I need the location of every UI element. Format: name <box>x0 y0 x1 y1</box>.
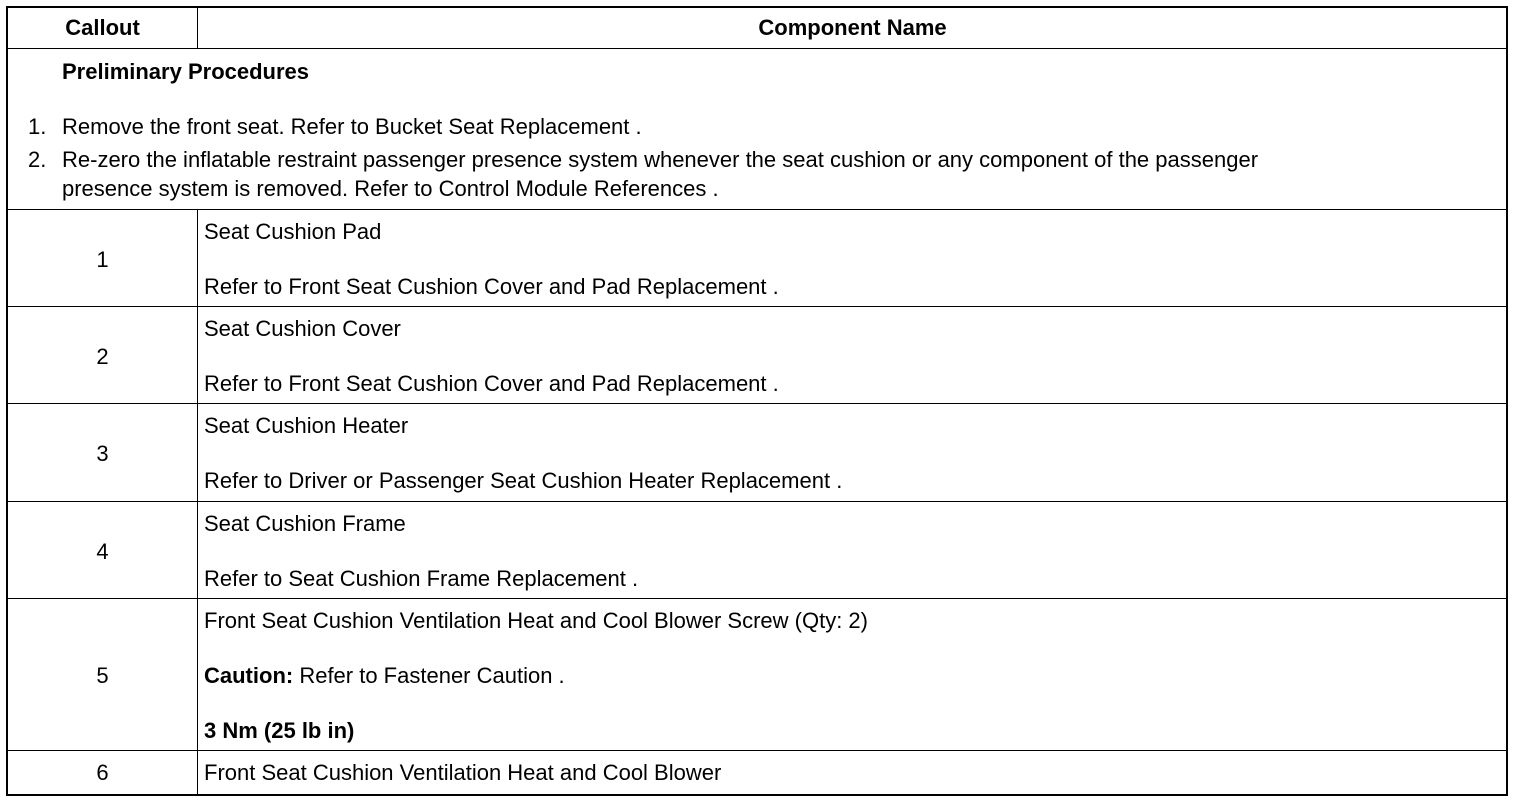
caution-label: Caution: <box>204 663 294 688</box>
step-number: 1. <box>28 114 47 139</box>
caution-text: Refer to Fastener Caution . <box>293 663 565 688</box>
component-name: Seat Cushion Heater <box>204 413 409 438</box>
callout-number: 2 <box>96 344 109 369</box>
component-reference: Refer to Seat Cushion Frame Replacement . <box>204 566 639 591</box>
torque-spec: 3 Nm (25 lb in) <box>204 718 355 743</box>
callout-number: 4 <box>96 539 109 564</box>
caution-note <box>204 663 565 689</box>
row-divider <box>8 501 1506 502</box>
components-table <box>6 6 1508 796</box>
column-divider <box>197 209 198 794</box>
component-name: Front Seat Cushion Ventilation Heat and Cool Blower <box>204 760 722 785</box>
row-divider <box>8 306 1506 307</box>
row-divider <box>8 403 1506 404</box>
callout-number: 5 <box>96 663 109 688</box>
header-component-name: Component Name <box>758 15 947 40</box>
component-name: Front Seat Cushion Ventilation Heat and Cool Blower Screw (Qty: 2) <box>204 608 868 633</box>
step-text-continued: presence system is removed. Refer to Control Module References . <box>62 176 719 201</box>
component-name: Seat Cushion Frame <box>204 511 406 536</box>
component-reference: Refer to Front Seat Cushion Cover and Pad Replacement . <box>204 371 779 396</box>
header-divider <box>8 48 1506 49</box>
step-number: 2. <box>28 147 47 172</box>
step-text: Remove the front seat. Refer to Bucket Seat Replacement . <box>62 114 642 139</box>
callout-number: 1 <box>96 247 109 272</box>
step-text: Re-zero the inflatable restraint passenger presence system whenever the seat cushion or any component of the passenger <box>62 147 1259 172</box>
preliminary-title: Preliminary Procedures <box>62 59 310 84</box>
row-divider <box>8 750 1506 751</box>
row-divider <box>8 598 1506 599</box>
component-reference: Refer to Front Seat Cushion Cover and Pad Replacement . <box>204 274 779 299</box>
callout-number: 6 <box>96 760 109 785</box>
row-divider <box>8 209 1506 210</box>
header-callout: Callout <box>65 15 140 40</box>
callout-number: 3 <box>96 441 109 466</box>
component-name: Seat Cushion Pad <box>204 219 382 244</box>
component-reference: Refer to Driver or Passenger Seat Cushion Heater Replacement . <box>204 468 843 493</box>
component-name: Seat Cushion Cover <box>204 316 401 341</box>
